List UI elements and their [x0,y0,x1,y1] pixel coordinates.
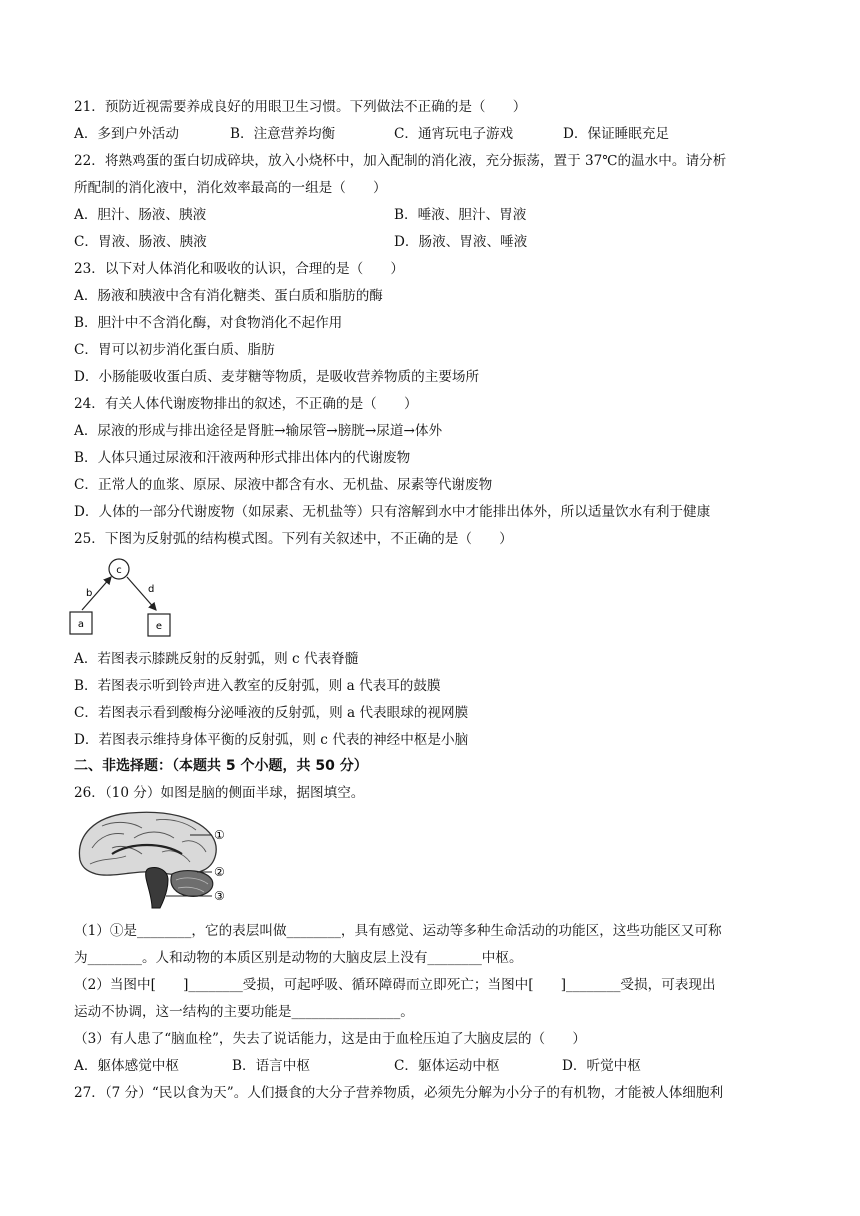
q26-part2-line2: 运动不协调，这一结构的主要功能是________________。 [74,1004,414,1020]
q27-stem: 27．（7 分）“民以食为天”。人们摄食的大分子营养物质，必须先分解为小分子的有机物，才能被人体细胞利 [74,1085,724,1101]
label-1: ① [214,828,225,842]
q21-stem: 21．预防近视需要养成良好的用眼卫生习惯。下列做法不正确的是（ ） [74,99,527,115]
q22-option-c: C．胃液、肠液、胰液 [74,234,207,250]
q24-option-d: D．人体的一部分代谢废物（如尿素、无机盐等）只有溶解到水中才能排出体外，所以适量饮水有利于健康 [74,504,711,520]
q22-option-d: D．肠液、胃液、唾液 [394,234,528,250]
label-d: d [148,584,155,595]
q23-stem: 23．以下对人体消化和吸收的认识，合理的是（ ） [74,261,404,277]
q25-option-b: B．若图表示听到铃声进入教室的反射弧，则 a 代表耳的鼓膜 [74,678,441,694]
label-3: ③ [214,889,225,903]
node-c [109,559,129,579]
label-c: c [116,565,122,576]
q24-option-a: A．尿液的形成与排出途径是肾脏→输尿管→膀胱→尿道→体外 [74,423,443,439]
q26-part2-line1: （2）当图中[ ]________受损，可起呼吸、循环障碍而立即死亡；当图中[ ]________受损，可表现出 [74,977,716,993]
q26-part3: （3）有人患了“脑血栓”，失去了说话能力，这是由于血栓压迫了大脑皮层的（ ） [74,1031,586,1047]
label-2: ② [214,865,225,879]
q25-option-a: A．若图表示膝跳反射的反射弧，则 c 代表脊髓 [74,651,359,667]
q21-option-c: C．通宵玩电子游戏 [394,126,514,142]
q22-option-a: A．胆汁、肠液、胰液 [74,207,207,223]
node-e [148,614,170,636]
q21-option-d: D．保证睡眠充足 [563,126,670,142]
q22-option-b: B．唾液、胆汁、胃液 [394,207,527,223]
cerebellum-shape [171,871,213,897]
label-b: b [86,588,93,599]
q23-option-c: C．胃可以初步消化蛋白质、脂肪 [74,342,275,358]
q22-stem-line2: 所配制的消化液中，消化效率最高的一组是（ ） [74,180,387,196]
q26-part1-line2: 为________。人和动物的本质区别是动物的大脑皮层上没有________中枢。 [74,950,523,966]
label-a: a [77,619,85,630]
reflex-arc-diagram [62,556,192,644]
cerebrum-shape [79,812,216,875]
q21-option-a: A．多到户外活动 [74,126,179,142]
q24-option-b: B．人体只通过尿液和汗液两种形式排出体内的代谢废物 [74,450,411,466]
label-e: e [155,621,163,632]
q22-stem-line1: 22．将熟鸡蛋的蛋白切成碎块，放入小烧杯中，加入配制的消化液，充分振荡，置于 37℃的温水中。请分析 [74,153,727,169]
q26-option-c: C．躯体运动中枢 [394,1058,500,1074]
node-a [70,612,92,634]
q21-option-b: B．注意营养均衡 [230,126,336,142]
q26-stem: 26．（10 分）如图是脑的侧面半球，据图填空。 [74,785,365,801]
q23-option-b: B．胆汁中不含消化酶，对食物消化不起作用 [74,315,343,331]
q26-option-a: A．躯体感觉中枢 [74,1058,179,1074]
q24-stem: 24．有关人体代谢废物排出的叙述，不正确的是（ ） [74,396,418,412]
q25-option-d: D．若图表示维持身体平衡的反射弧，则 c 代表的神经中枢是小脑 [74,732,469,748]
q25-option-c: C．若图表示看到酸梅分泌唾液的反射弧，则 a 代表眼球的视网膜 [74,705,469,721]
section-heading: 二、非选择题：（本题共 5 个小题，共 50 分） [74,758,368,774]
brainstem-shape [146,868,168,909]
q24-option-c: C．正常人的血浆、原尿、尿液中都含有水、无机盐、尿素等代谢废物 [74,477,493,493]
brain-diagram [72,808,242,913]
q23-option-a: A．肠液和胰液中含有消化糖类、蛋白质和脂肪的酶 [74,288,383,304]
q23-option-d: D．小肠能吸收蛋白质、麦芽糖等物质，是吸收营养物质的主要场所 [74,369,480,385]
q25-stem: 25．下图为反射弧的结构模式图。下列有关叙述中，不正确的是（ ） [74,531,513,547]
q26-option-b: B．语言中枢 [232,1058,310,1074]
q26-part1-line1: （1）①是________，它的表层叫做________，具有感觉、运动等多种生命活动的功能区，这些功能区又可称 [74,923,722,939]
q26-option-d: D．听觉中枢 [562,1058,641,1074]
